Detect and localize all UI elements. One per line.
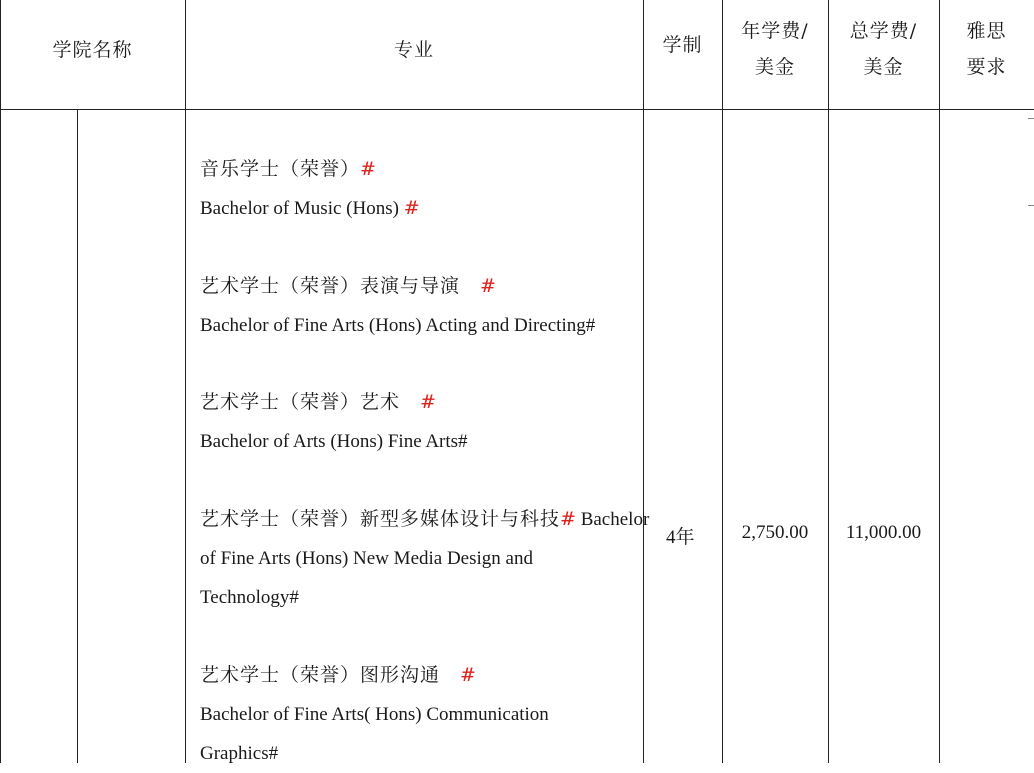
major-en: Bachelor of Fine Arts( Hons) Communication xyxy=(200,704,549,725)
header-ielts-line2: 要求 xyxy=(966,56,1007,78)
major-item-acting-directing xyxy=(200,267,660,345)
header-bottom-border xyxy=(0,109,1034,110)
total-fee-value: 11,000.00 xyxy=(845,522,922,543)
major-cn: 艺术学士（荣誉）图形沟通 xyxy=(200,664,461,686)
major-en: Bachelor of Fine Arts (Hons) Acting and Directing# xyxy=(200,315,596,336)
major-mark: # xyxy=(560,508,576,530)
major-en-line3: Technology# xyxy=(200,587,299,608)
major-item-new-media xyxy=(200,500,660,617)
header-major: 专业 xyxy=(393,39,434,61)
major-mark: # xyxy=(360,158,376,180)
header-total-fee-line1: 总学费/ xyxy=(849,20,918,42)
header-total-fee xyxy=(828,13,939,85)
major-mark: # xyxy=(480,275,496,297)
major-cn: 艺术学士（荣誉）艺术 xyxy=(200,391,421,413)
major-en-line3: Graphics# xyxy=(200,743,279,764)
header-ielts xyxy=(939,13,1034,85)
college-major-border xyxy=(185,0,186,763)
major-en: of Fine Arts (Hons) New Media Design and xyxy=(200,548,533,569)
total-ielts-border xyxy=(939,0,940,763)
header-annual-fee-line2: 美金 xyxy=(754,56,795,78)
header-duration: 学制 xyxy=(662,34,703,56)
duration-value: 4年 xyxy=(666,527,695,548)
major-en: Bachelor of Arts (Hons) Fine Arts# xyxy=(200,431,468,452)
major-mark: # xyxy=(460,664,476,686)
major-cn: 艺术学士（荣誉）表演与导演 xyxy=(200,275,481,297)
major-cn: 艺术学士（荣誉）新型多媒体设计与科技 xyxy=(200,508,561,530)
table-left-border xyxy=(0,0,1,763)
header-ielts-line1: 雅思 xyxy=(966,20,1007,42)
major-duration-border xyxy=(643,0,644,763)
header-total-fee-line2: 美金 xyxy=(863,56,904,78)
duration-annual-border xyxy=(722,0,723,763)
edge-mark xyxy=(1028,118,1034,119)
annual-total-border xyxy=(828,0,829,763)
annual-fee-value: 2,750.00 xyxy=(741,522,809,543)
major-en: Bachelor of Music (Hons) xyxy=(200,198,404,219)
major-item-communication-graphics xyxy=(200,656,660,773)
major-item-fine-arts xyxy=(200,383,660,461)
college-subcolumn-border xyxy=(77,110,78,763)
major-mark: # xyxy=(403,197,420,219)
header-annual-fee xyxy=(722,13,828,85)
major-cn: 音乐学士（荣誉） xyxy=(200,158,361,180)
header-college: 学院名称 xyxy=(52,39,133,61)
edge-mark xyxy=(1028,205,1034,206)
major-en-inline: Bachelor xyxy=(575,509,650,530)
major-mark: # xyxy=(420,391,436,413)
major-item-music xyxy=(200,150,660,228)
header-annual-fee-line1: 年学费/ xyxy=(741,20,809,42)
